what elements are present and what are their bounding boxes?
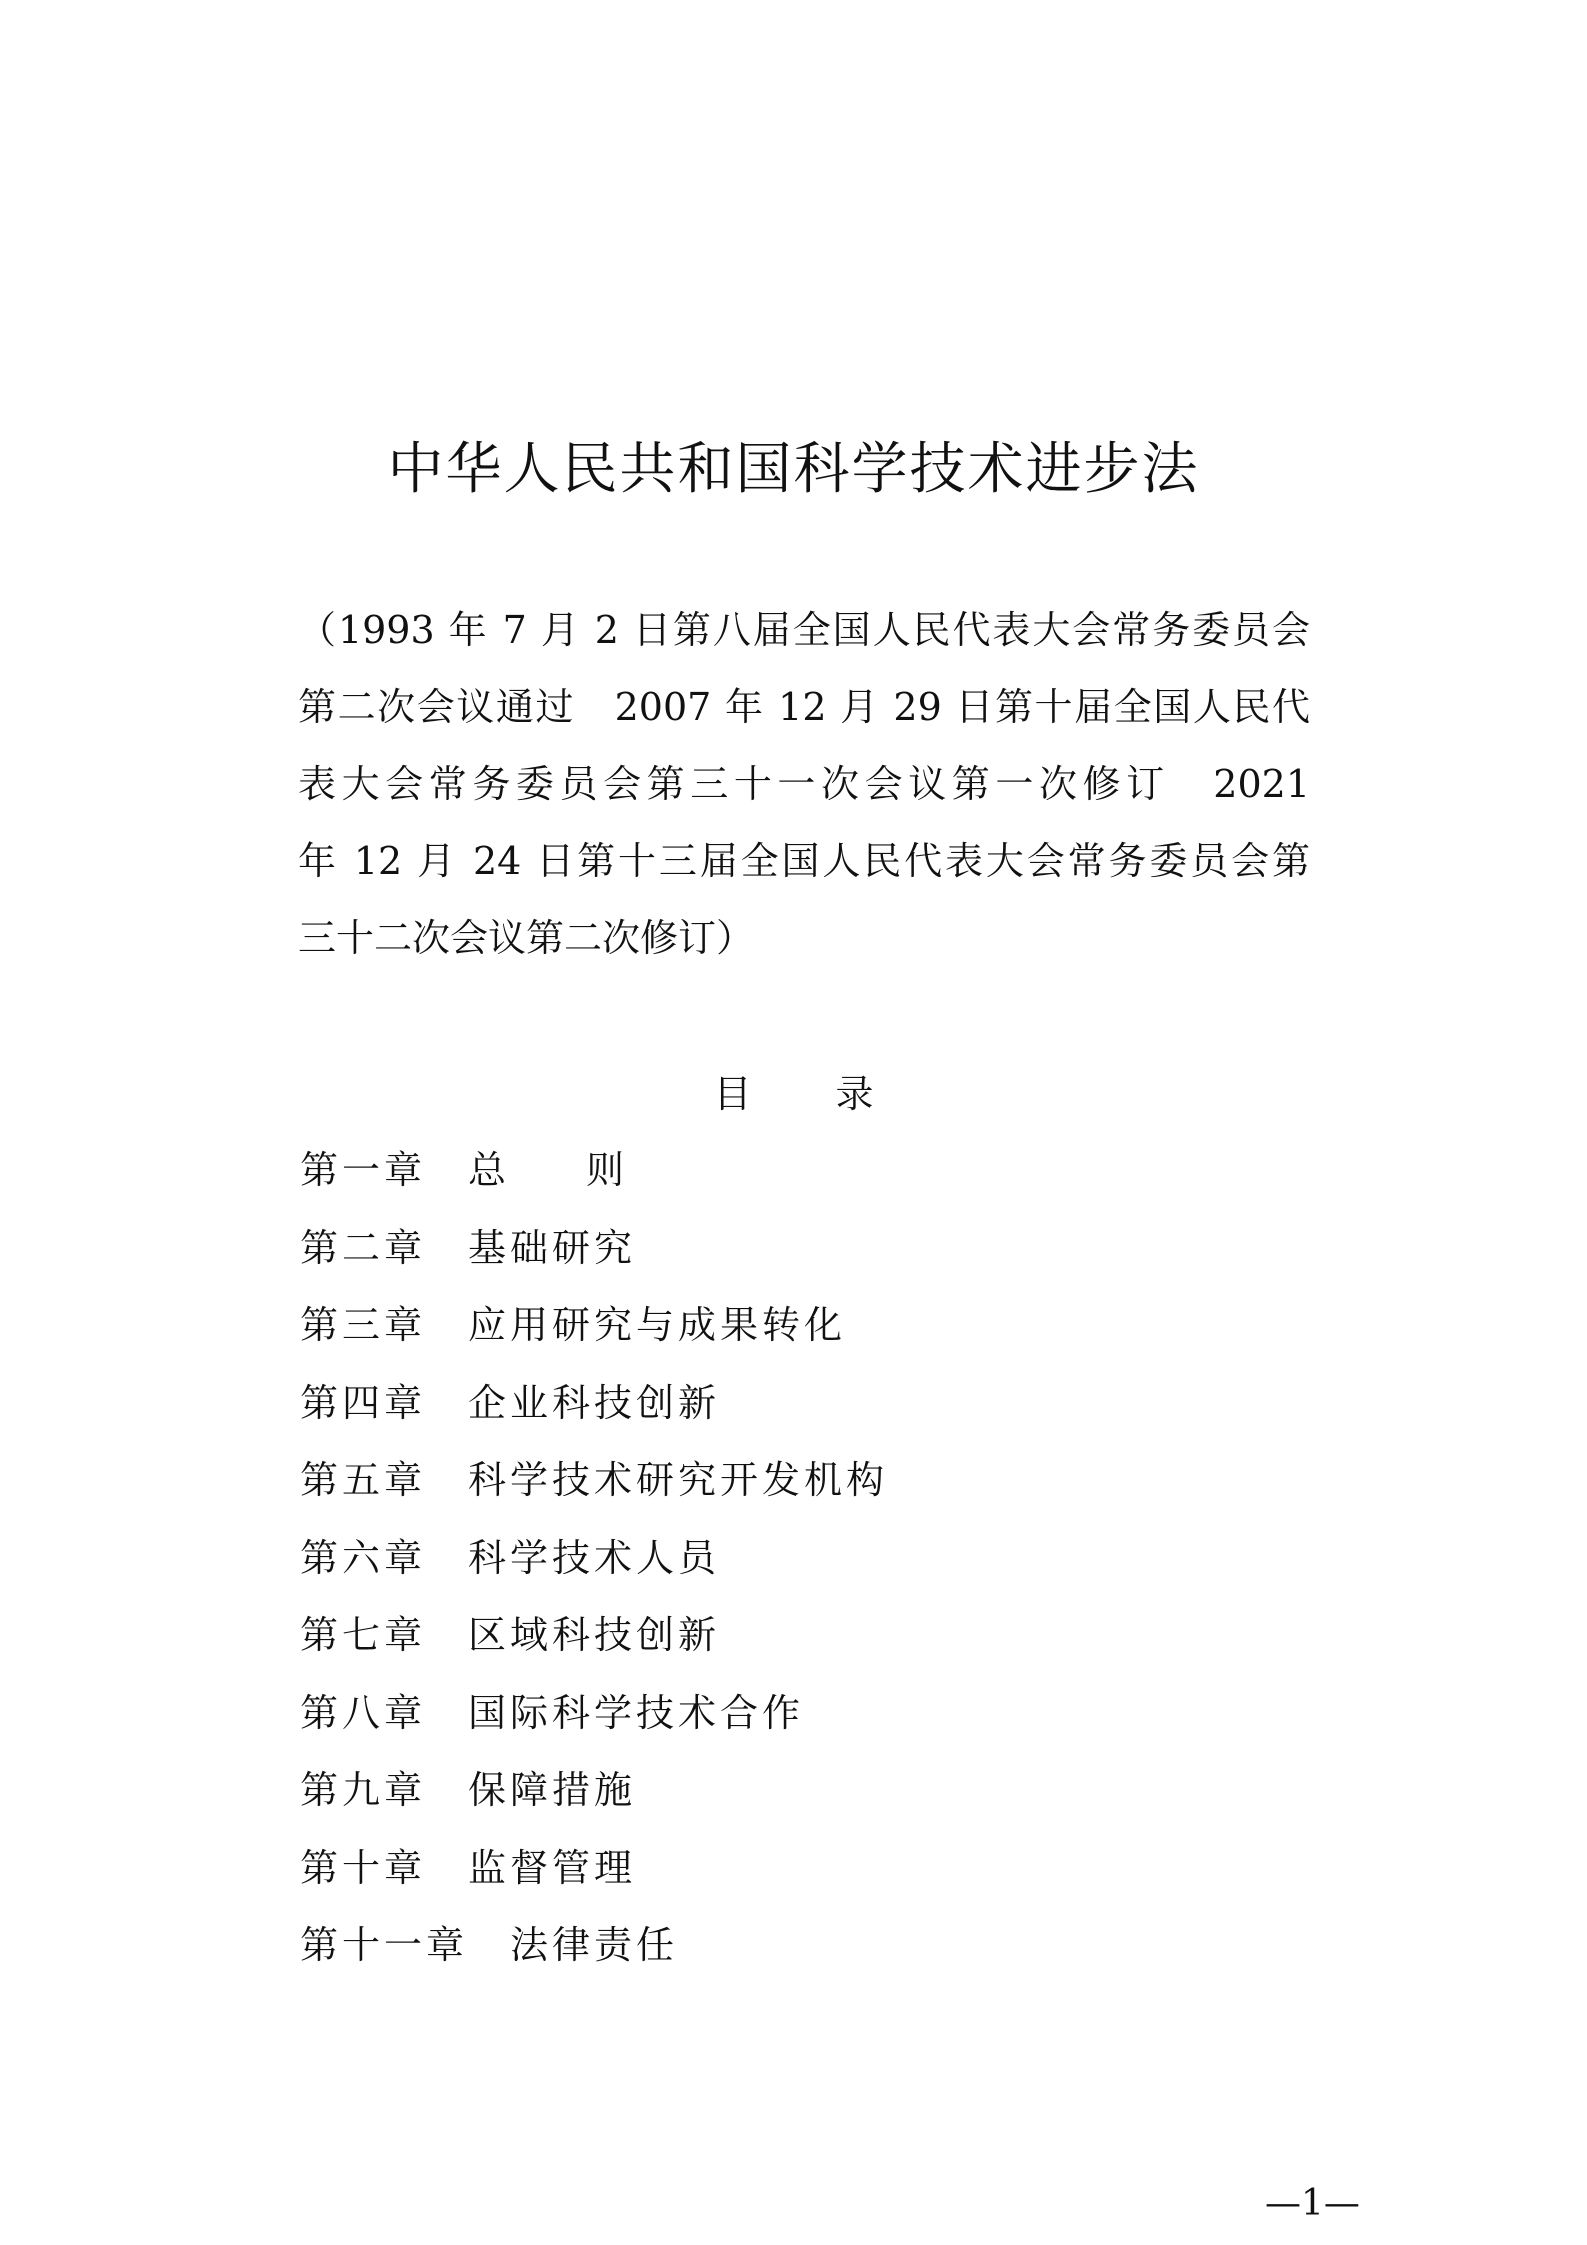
toc-item-chapter-8[interactable] bbox=[300, 1675, 888, 1753]
toc-chapter-name: 应用研究与成果转化 bbox=[468, 1303, 847, 1347]
toc-chapter-number: 第八章 bbox=[300, 1690, 427, 1735]
toc-heading: 目录 bbox=[713, 1072, 958, 1116]
history-line: 年 12 月 24 日第十三届全国人民代表大会常务委员会第 bbox=[298, 839, 1310, 883]
toc-chapter-number: 第十一章 bbox=[300, 1923, 469, 1967]
toc-chapter-name: 企业科技创新 bbox=[468, 1380, 721, 1425]
toc-item-chapter-9[interactable] bbox=[300, 1752, 888, 1830]
toc-item-chapter-11[interactable] bbox=[300, 1907, 888, 1985]
toc-chapter-number: 第一章 bbox=[300, 1148, 427, 1192]
toc-chapter-name: 总则 bbox=[468, 1148, 705, 1192]
toc-chapter-number: 第四章 bbox=[300, 1380, 427, 1425]
history-line: 表大会常务委员会第三十一次会议第一次修订 2021 bbox=[298, 762, 1310, 806]
toc-chapter-number: 第十章 bbox=[300, 1845, 427, 1890]
history-line: 第二次会议通过 2007 年 12 月 29 日第十届全国人民代 bbox=[298, 685, 1310, 729]
history-line: （1993 年 7 月 2 日第八届全国人民代表大会常务委员会 bbox=[298, 608, 1310, 652]
toc-chapter-number: 第七章 bbox=[300, 1613, 427, 1657]
toc-chapter-name: 科学技术人员 bbox=[468, 1535, 721, 1580]
enactment-history bbox=[298, 592, 1310, 977]
toc-item-chapter-7[interactable] bbox=[300, 1597, 888, 1675]
document-title: 中华人民共和国科学技术进步法 bbox=[387, 437, 1200, 502]
toc-chapter-name: 国际科学技术合作 bbox=[468, 1690, 805, 1735]
toc-item-chapter-6[interactable] bbox=[300, 1520, 888, 1598]
toc-chapter-name: 保障措施 bbox=[468, 1768, 637, 1812]
toc-chapter-number: 第六章 bbox=[300, 1535, 427, 1580]
toc-item-chapter-1[interactable] bbox=[300, 1132, 888, 1210]
page-number: —1— bbox=[1265, 2183, 1360, 2224]
toc-item-chapter-3[interactable] bbox=[300, 1287, 888, 1365]
toc-item-chapter-10[interactable] bbox=[300, 1830, 888, 1908]
toc-chapter-number: 第二章 bbox=[300, 1225, 427, 1270]
toc-chapter-name: 科学技术研究开发机构 bbox=[468, 1458, 889, 1502]
table-of-contents bbox=[300, 1132, 888, 1985]
toc-chapter-number: 第五章 bbox=[300, 1458, 427, 1502]
toc-item-chapter-5[interactable] bbox=[300, 1442, 888, 1520]
toc-item-chapter-2[interactable] bbox=[300, 1210, 888, 1288]
toc-chapter-number: 第三章 bbox=[300, 1303, 427, 1347]
toc-chapter-name: 法律责任 bbox=[510, 1923, 679, 1967]
toc-chapter-number: 第九章 bbox=[300, 1768, 427, 1812]
toc-chapter-name: 基础研究 bbox=[468, 1225, 637, 1270]
history-line: 三十二次会议第二次修订） bbox=[298, 916, 755, 960]
toc-chapter-name: 监督管理 bbox=[468, 1845, 637, 1890]
toc-chapter-name: 区域科技创新 bbox=[468, 1613, 721, 1657]
toc-item-chapter-4[interactable] bbox=[300, 1365, 888, 1443]
